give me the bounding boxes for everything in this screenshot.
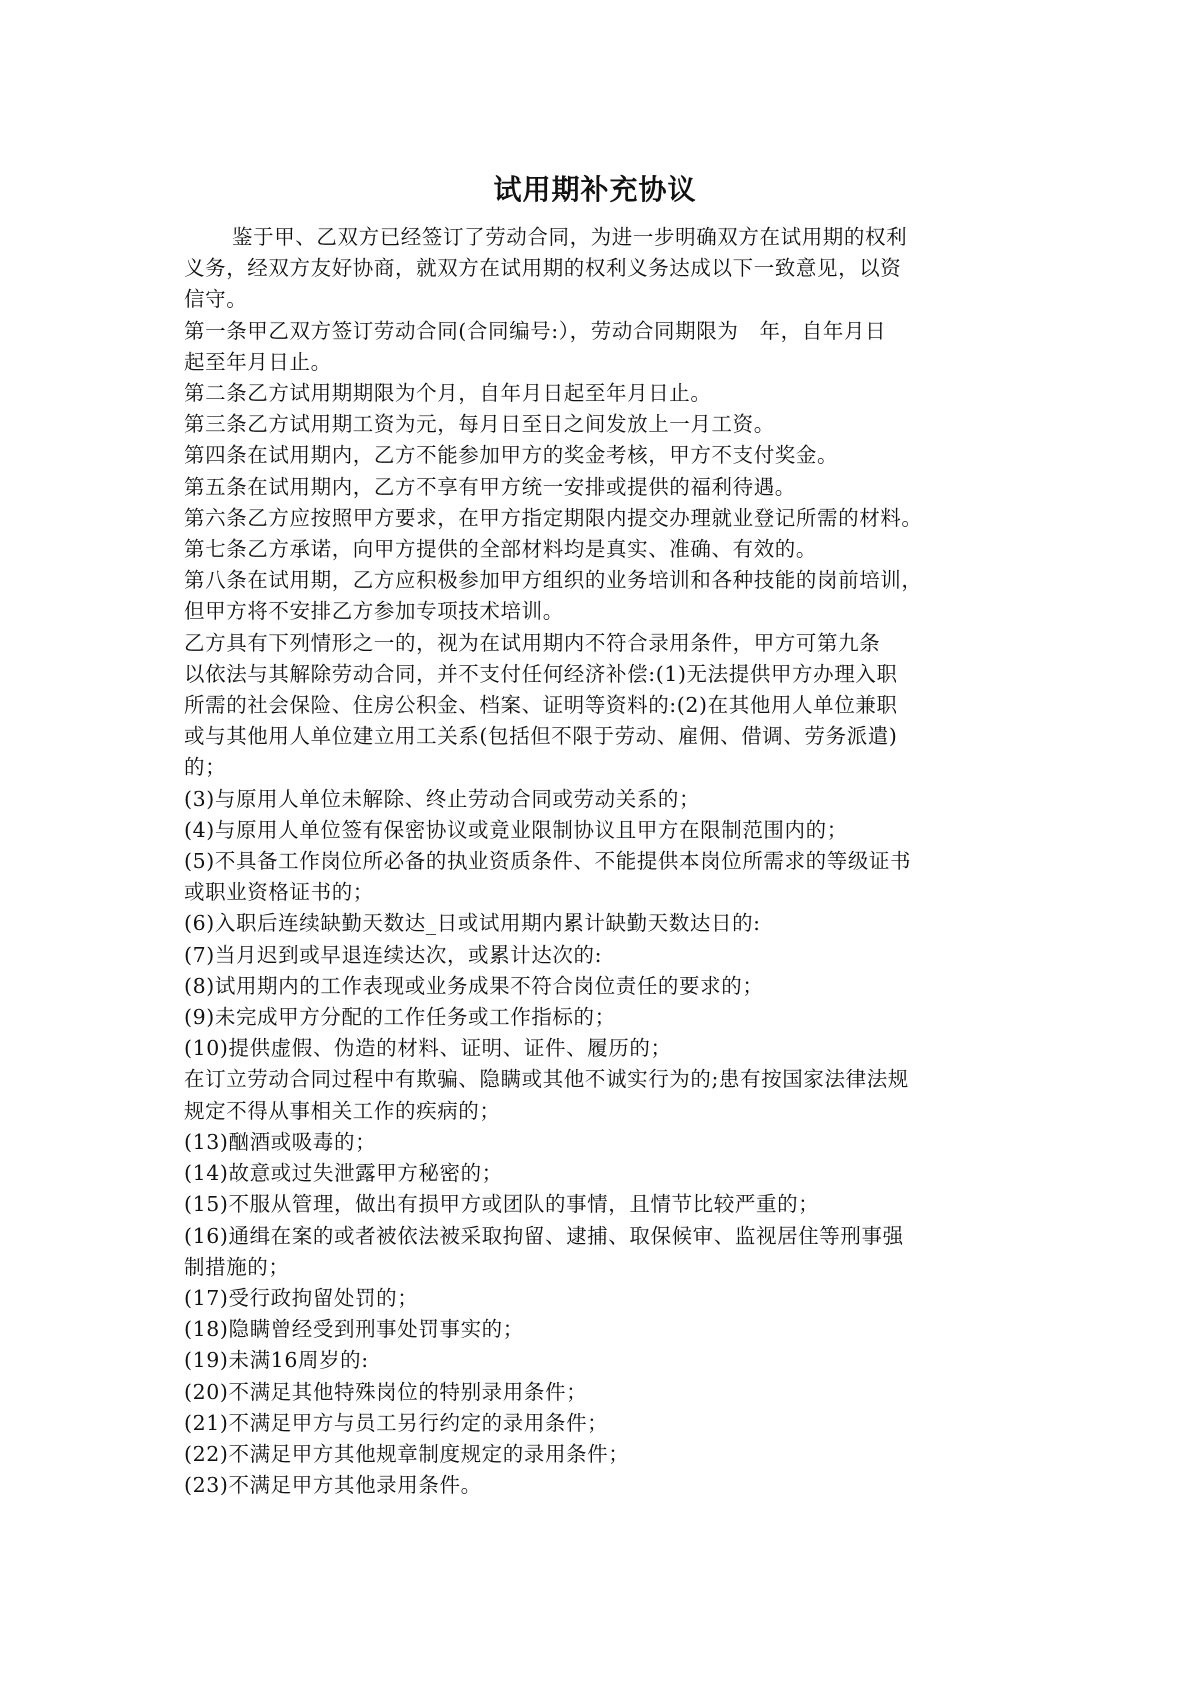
text-line: 鉴于甲、乙双方已经签订了劳动合同，为进一步明确双方在试用期的权利 <box>232 225 908 249</box>
text-line: 但甲方将不安排乙方参加专项技术培训。 <box>184 599 564 624</box>
text-line: (4)与原用人单位签有保密协议或竟业限制协议且甲方在限制范围内的； <box>184 817 848 842</box>
text-line: (13)酗酒或吸毒的； <box>184 1129 377 1154</box>
text-line: 制措施的； <box>184 1254 290 1279</box>
text-line: (23)不满足甲方其他录用条件。 <box>184 1473 482 1498</box>
document-body <box>184 222 1004 1501</box>
text-line: (10)提供虚假、伪造的材料、证明、证件、履历的； <box>184 1036 672 1061</box>
text-line: 以依法与其解除劳动合同，并不支付任何经济补偿:(1)无法提供甲方办理入职 <box>184 661 898 686</box>
text-line: 第二条乙方试用期期限为个月，自年月日起至年月日止。 <box>184 381 712 406</box>
text-line: 义务，经双方友好协商，就双方在试用期的权利义务达成以下一致意见，以资 <box>184 256 902 281</box>
text-line: (7)当月迟到或早退连续达次，或累计达次的: <box>184 942 603 967</box>
text-line: 第一条甲乙双方签订劳动合同(合同编号:），劳动合同期限为 年，自年月日 <box>184 318 887 343</box>
text-line: 第三条乙方试用期工资为元，每月日至日之间发放上一月工资。 <box>184 412 775 437</box>
text-line: (16)通缉在案的或者被依法被采取拘留、逮捕、取保候审、监视居住等刑事强 <box>184 1223 904 1248</box>
text-line: (17)受行政拘留处罚的； <box>184 1285 419 1310</box>
text-line: (5)不具备工作岗位所必备的执业资质条件、不能提供本岗位所需求的等级证书 <box>184 849 912 874</box>
text-line: 或职业资格证书的； <box>184 880 374 905</box>
text-line: 第四条在试用期内，乙方不能参加甲方的奖金考核，甲方不支付奖金。 <box>184 443 839 468</box>
text-line: (21)不满足甲方与员工另行约定的录用条件； <box>184 1410 609 1435</box>
text-line: 所需的社会保险、住房公积金、档案、证明等资料的:(2)在其他用人单位兼职 <box>184 693 898 718</box>
text-line: (9)未完成甲方分配的工作任务或工作指标的； <box>184 1005 616 1030</box>
text-line: 第七条乙方承诺，向甲方提供的全部材料均是真实、准确、有效的。 <box>184 537 817 562</box>
text-line: (19)未满16周岁的: <box>184 1348 369 1373</box>
text-line: 在订立劳动合同过程中有欺骗、隐瞒或其他不诚实行为的;患有按国家法律法规 <box>184 1067 909 1092</box>
text-line: 第六条乙方应按照甲方要求，在甲方指定期限内提交办理就业登记所需的材料。 <box>184 505 923 530</box>
text-line: (6)入职后连续缺勤天数达_日或试用期内累计缺勤天数达日的: <box>184 911 761 936</box>
text-line: 或与其他用人单位建立用工关系(包括但不限于劳动、雇佣、借调、劳务派遣) <box>184 724 898 749</box>
text-line: (3)与原用人单位未解除、终止劳动合同或劳动关系的； <box>184 786 701 811</box>
text-line: 信守。 <box>184 287 248 312</box>
text-line: 规定不得从事相关工作的疾病的； <box>184 1098 501 1123</box>
text-line: 起至年月日止。 <box>184 349 332 374</box>
text-line: 乙方具有下列情形之一的，视为在试用期内不符合录用条件，甲方可第九条 <box>184 630 881 655</box>
text-line: (14)故意或过失泄露甲方秘密的； <box>184 1161 503 1186</box>
text-line: (8)试用期内的工作表现或业务成果不符合岗位责任的要求的； <box>184 973 764 998</box>
text-line: (15)不服从管理，做出有损甲方或团队的事情，且情节比较严重的； <box>184 1192 820 1217</box>
text-line: (22)不满足甲方其他规章制度规定的录用条件； <box>184 1441 630 1466</box>
document-title: 试用期补充协议 <box>493 173 697 206</box>
text-line: (18)隐瞒曾经受到刑事处罚事实的； <box>184 1317 524 1342</box>
text-line: 第八条在试用期，乙方应积极参加甲方组织的业务培训和各种技能的岗前培训， <box>184 568 923 593</box>
text-line: (20)不满足其他特殊岗位的特别录用条件； <box>184 1379 588 1404</box>
text-line: 第五条在试用期内，乙方不享有甲方统一安排或提供的福利待遇。 <box>184 474 796 499</box>
text-line: 的； <box>184 755 227 780</box>
